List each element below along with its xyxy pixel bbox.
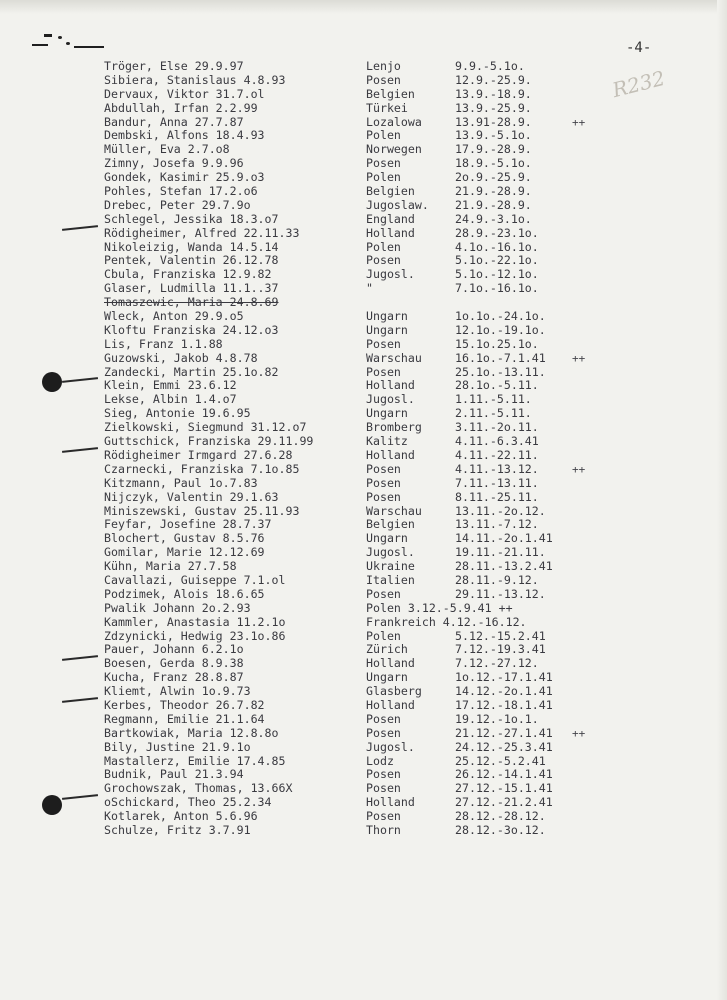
sheet-top-edge (0, 0, 727, 14)
entry-period: 1o.1o.-24.1o. (455, 309, 546, 324)
entry-name: Klein, Emmi 23.6.12 (104, 378, 237, 393)
entry-place: Posen (366, 253, 401, 268)
entry-place: Posen (366, 156, 401, 171)
entry-name: Kammler, Anastasia 11.2.1o (104, 614, 286, 629)
entry-row (0, 616, 727, 630)
entry-place: " (366, 281, 373, 296)
archive-pencil-mark: R232 (609, 65, 668, 103)
entry-name: Guttschick, Franziska 29.11.99 (104, 434, 314, 449)
entry-name: Abdullah, Irfan 2.2.99 (104, 100, 258, 115)
entry-name: Cbula, Franziska 12.9.82 (104, 267, 272, 282)
entry-row (0, 296, 727, 310)
entry-period: 2.11.-5.11. (455, 406, 532, 421)
entry-name: Regmann, Emilie 21.1.64 (104, 711, 265, 726)
entry-row (0, 782, 727, 796)
entry-period: 27.12.-15.1.41 (455, 781, 553, 796)
entry-place: Jugosl. (366, 545, 415, 560)
entry-name: Zdzynicki, Hedwig 23.1o.86 (104, 628, 286, 643)
entry-place: Glasberg (366, 684, 422, 699)
entry-name: Boesen, Gerda 8.9.38 (104, 656, 244, 671)
entry-place: Lodz (366, 753, 394, 768)
entry-annotation: ++ (572, 726, 586, 740)
entry-period: 18.9.-5.1o. (455, 156, 532, 171)
entry-place: Posen (366, 461, 401, 476)
entry-name: Schulze, Fritz 3.7.91 (104, 822, 251, 837)
entry-row (0, 171, 727, 185)
entry-period: 24.9.-3.1o. (455, 211, 532, 226)
entry-name: Schlegel, Jessika 18.3.o7 (104, 211, 279, 226)
entry-place: Holland (366, 378, 415, 393)
entry-name: Zimny, Josefa 9.9.96 (104, 156, 244, 171)
entry-name: Mastallerz, Emilie 17.4.85 (104, 753, 286, 768)
entry-name: Pohles, Stefan 17.2.o6 (104, 184, 258, 199)
entry-row (0, 588, 727, 602)
stray-ink-mark (32, 44, 48, 46)
entry-row (0, 213, 727, 227)
entry-period: 7.12.-27.12. (455, 656, 539, 671)
entry-name: Grochowszak, Thomas, 13.66X (104, 781, 293, 796)
entry-name: Tröger, Else 29.9.97 (104, 59, 244, 73)
entry-row (0, 60, 727, 74)
entry-name: Pwalik Johann 2o.2.93 (104, 600, 251, 615)
entry-period: 29.11.-13.12. (455, 586, 546, 601)
entry-period: 7.12.-19.3.41 (455, 642, 546, 657)
entry-period: 28.9.-23.1o. (455, 225, 539, 240)
entry-period: 27.12.-21.2.41 (455, 795, 553, 810)
entry-period: 28.11.-9.12. (455, 572, 539, 587)
entry-period: 21.9.-28.9. (455, 184, 532, 199)
entry-place: Belgien (366, 86, 415, 101)
entry-name: Gondek, Kasimir 25.9.o3 (104, 170, 265, 185)
entry-name: Wleck, Anton 29.9.o5 (104, 309, 244, 324)
entry-period: 25.12.-5.2.41 (455, 753, 546, 768)
entry-period: 4.11.-22.11. (455, 447, 539, 462)
entry-row (0, 324, 727, 338)
entry-name: Tomaszewic, Maria 24.8.69 (104, 295, 279, 310)
entry-period: 19.12.-1o.1. (455, 711, 539, 726)
entry-row (0, 227, 727, 241)
entry-period: 3.11.-2o.11. (455, 420, 539, 435)
entry-period: 7.11.-13.11. (455, 475, 539, 490)
entry-period: 28.1o.-5.11. (455, 378, 539, 393)
entry-period: 4.11.-13.12. (455, 461, 539, 476)
entry-name: Gomilar, Marie 12.12.69 (104, 545, 265, 560)
entry-name: Kucha, Franz 28.8.87 (104, 670, 244, 685)
entry-name: Rödigheimer Irmgard 27.6.28 (104, 447, 293, 462)
entry-row (0, 352, 727, 366)
stray-ink-dot (58, 36, 62, 39)
entry-name: Lis, Franz 1.1.88 (104, 336, 223, 351)
entry-place: Jugoslaw. (366, 197, 429, 212)
entry-place: Posen (366, 781, 401, 796)
entry-place: Ungarn (366, 309, 408, 324)
entry-period: 21.12.-27.1.41 (455, 725, 553, 740)
entry-name: Drebec, Peter 29.7.9o (104, 197, 251, 212)
stray-ink-dot (66, 42, 70, 45)
entry-row (0, 185, 727, 199)
entry-place: Jugosl. (366, 739, 415, 754)
entry-place: Polen (366, 239, 401, 254)
entry-row (0, 796, 727, 810)
entry-place: Holland (366, 225, 415, 240)
entry-place: Posen (366, 725, 401, 740)
entry-name: Kühn, Maria 27.7.58 (104, 559, 237, 574)
entry-row (0, 435, 727, 449)
entry-annotation: ++ (572, 115, 586, 129)
entry-name: Guzowski, Jakob 4.8.78 (104, 350, 258, 365)
entry-name: Feyfar, Josefine 28.7.37 (104, 517, 272, 532)
entry-name: Budnik, Paul 21.3.94 (104, 767, 244, 782)
entry-period: 1o.12.-17.1.41 (455, 670, 553, 685)
entry-place: Thorn (366, 822, 401, 837)
entry-row (0, 546, 727, 560)
entry-place: Posen (366, 711, 401, 726)
entry-place: Ungarn (366, 670, 408, 685)
entry-name: Dervaux, Viktor 31.7.ol (104, 86, 265, 101)
entry-place: Zürich (366, 642, 408, 657)
entry-place: Holland (366, 697, 415, 712)
entry-place: Ungarn (366, 531, 408, 546)
entry-place: Jugosl. (366, 267, 415, 282)
entry-period: 13.91-28.9. (455, 114, 532, 129)
entry-place: Ungarn (366, 322, 408, 337)
entry-name: Pentek, Valentin 26.12.78 (104, 253, 279, 268)
entry-name: Dembski, Alfons 18.4.93 (104, 128, 265, 143)
stray-ink-mark (44, 34, 52, 37)
entry-period: 1.11.-5.11. (455, 392, 532, 407)
entry-row (0, 630, 727, 644)
entry-row (0, 407, 727, 421)
entry-place: Ungarn (366, 406, 408, 421)
entry-period: 21.9.-28.9. (455, 197, 532, 212)
entry-row (0, 602, 727, 616)
entry-place: Italien (366, 572, 415, 587)
entry-name: Zielkowski, Siegmund 31.12.o7 (104, 420, 307, 435)
entry-annotation: ++ (572, 351, 586, 365)
entry-place: Polen 3.12.-5.9.41 ++ (366, 600, 513, 615)
entry-place: Ukraine (366, 559, 415, 574)
entry-period: 5.1o.-22.1o. (455, 253, 539, 268)
entry-row (0, 379, 727, 393)
entry-period: 9.9.-5.1o. (455, 59, 525, 73)
entry-period: 28.12.-3o.12. (455, 822, 546, 837)
entry-period: 19.11.-21.11. (455, 545, 546, 560)
entry-name: Kliemt, Alwin 1o.9.73 (104, 684, 251, 699)
entry-period: 13.11.-2o.12. (455, 503, 546, 518)
entry-row (0, 463, 727, 477)
entry-row (0, 824, 727, 838)
entry-period: 28.11.-13.2.41 (455, 559, 553, 574)
entry-place: England (366, 211, 415, 226)
entry-place: Belgien (366, 184, 415, 199)
entry-row (0, 338, 727, 352)
entry-name: Cavallazi, Guiseppe 7.1.ol (104, 572, 286, 587)
entry-row (0, 560, 727, 574)
entry-row (0, 727, 727, 741)
entry-period: 24.12.-25.3.41 (455, 739, 553, 754)
entry-row (0, 199, 727, 213)
entry-name: Müller, Eva 2.7.o8 (104, 142, 230, 157)
entry-place: Polen (366, 170, 401, 185)
entry-period: 13.9.-5.1o. (455, 128, 532, 143)
entry-place: Posen (366, 809, 401, 824)
stray-ink-mark (74, 46, 104, 48)
entry-place: Warschau (366, 503, 422, 518)
entry-name: Podzimek, Alois 18.6.65 (104, 586, 265, 601)
entry-place: Bromberg (366, 420, 422, 435)
entry-place: Belgien (366, 517, 415, 532)
page-number: -4- (626, 40, 652, 56)
entry-period: 13.9.-18.9. (455, 86, 532, 101)
entry-name: Bartkowiak, Maria 12.8.8o (104, 725, 279, 740)
entry-row (0, 74, 727, 88)
entry-name: Miniszewski, Gustav 25.11.93 (104, 503, 300, 518)
entry-row (0, 449, 727, 463)
entry-name: Blochert, Gustav 8.5.76 (104, 531, 265, 546)
entry-name: Glaser, Ludmilla 11.1..37 (104, 281, 279, 296)
entry-row (0, 491, 727, 505)
entry-name: Kloftu Franziska 24.12.o3 (104, 322, 279, 337)
entry-list (0, 60, 727, 838)
entry-period: 4.11.-6.3.41 (455, 434, 539, 449)
entry-row (0, 393, 727, 407)
entry-period: 5.1o.-12.1o. (455, 267, 539, 282)
entry-period: 5.12.-15.2.41 (455, 628, 546, 643)
entry-row (0, 657, 727, 671)
entry-name: Bandur, Anna 27.7.87 (104, 114, 244, 129)
entry-period: 17.12.-18.1.41 (455, 697, 553, 712)
entry-place: Posen (366, 72, 401, 87)
entry-name: Bily, Justine 21.9.1o (104, 739, 251, 754)
entry-period: 4.1o.-16.1o. (455, 239, 539, 254)
entry-period: 25.1o.-13.11. (455, 364, 546, 379)
entry-place: Frankreich 4.12.-16.12. (366, 614, 527, 629)
entry-place: Kalitz (366, 434, 408, 449)
entry-row (0, 699, 727, 713)
entry-period: 2o.9.-25.9. (455, 170, 532, 185)
entry-place: Lenjo (366, 59, 401, 73)
entry-name: Kotlarek, Anton 5.6.96 (104, 809, 258, 824)
entry-row (0, 768, 727, 782)
entry-period: 17.9.-28.9. (455, 142, 532, 157)
entry-period: 16.1o.-7.1.41 (455, 350, 546, 365)
entry-row (0, 366, 727, 380)
entry-name: Nijczyk, Valentin 29.1.63 (104, 489, 279, 504)
entry-place: Türkei (366, 100, 408, 115)
entry-row (0, 88, 727, 102)
entry-name: Kitzmann, Paul 1o.7.83 (104, 475, 258, 490)
entry-row (0, 421, 727, 435)
entry-place: Polen (366, 128, 401, 143)
entry-period: 8.11.-25.11. (455, 489, 539, 504)
entry-row (0, 671, 727, 685)
entry-row (0, 241, 727, 255)
entry-period: 28.12.-28.12. (455, 809, 546, 824)
entry-row (0, 713, 727, 727)
entry-place: Posen (366, 767, 401, 782)
entry-row (0, 643, 727, 657)
entry-period: 12.9.-25.9. (455, 72, 532, 87)
entry-name: Sieg, Antonie 19.6.95 (104, 406, 251, 421)
entry-name: oSchickard, Theo 25.2.34 (104, 795, 272, 810)
entry-row (0, 157, 727, 171)
entry-place: Warschau (366, 350, 422, 365)
entry-row (0, 116, 727, 130)
entry-place: Posen (366, 475, 401, 490)
entry-place: Posen (366, 489, 401, 504)
entry-row (0, 505, 727, 519)
entry-row (0, 741, 727, 755)
entry-name: Sibiera, Stanislaus 4.8.93 (104, 72, 286, 87)
entry-period: 15.1o.25.1o. (455, 336, 539, 351)
entry-row (0, 102, 727, 116)
entry-name: Pauer, Johann 6.2.1o (104, 642, 244, 657)
entry-place: Holland (366, 795, 415, 810)
entry-row (0, 310, 727, 324)
entry-name: Zandecki, Martin 25.1o.82 (104, 364, 279, 379)
entry-period: 12.1o.-19.1o. (455, 322, 546, 337)
entry-row (0, 129, 727, 143)
entry-place: Posen (366, 364, 401, 379)
entry-place: Posen (366, 336, 401, 351)
entry-place: Jugosl. (366, 392, 415, 407)
entry-place: Holland (366, 656, 415, 671)
entry-place: Norwegen (366, 142, 422, 157)
entry-annotation: ++ (572, 462, 586, 476)
entry-row (0, 254, 727, 268)
entry-place: Holland (366, 447, 415, 462)
entry-period: 14.12.-2o.1.41 (455, 684, 553, 699)
entry-name: Rödigheimer, Alfred 22.11.33 (104, 225, 300, 240)
entry-row (0, 518, 727, 532)
entry-row (0, 143, 727, 157)
entry-row (0, 282, 727, 296)
entry-name: Lekse, Albin 1.4.o7 (104, 392, 237, 407)
entry-row (0, 755, 727, 769)
entry-period: 14.11.-2o.1.41 (455, 531, 553, 546)
entry-row (0, 532, 727, 546)
entry-name: Nikoleizig, Wanda 14.5.14 (104, 239, 279, 254)
entry-period: 13.11.-7.12. (455, 517, 539, 532)
entry-place: Posen (366, 586, 401, 601)
entry-period: 7.1o.-16.1o. (455, 281, 539, 296)
entry-row (0, 810, 727, 824)
entry-place: Polen (366, 628, 401, 643)
entry-name: Czarnecki, Franziska 7.1o.85 (104, 461, 300, 476)
entry-period: 26.12.-14.1.41 (455, 767, 553, 782)
entry-row (0, 574, 727, 588)
entry-row (0, 685, 727, 699)
entry-row (0, 477, 727, 491)
entry-period: 13.9.-25.9. (455, 100, 532, 115)
entry-place: Lozalowa (366, 114, 422, 129)
entry-row (0, 268, 727, 282)
entry-name: Kerbes, Theodor 26.7.82 (104, 697, 265, 712)
